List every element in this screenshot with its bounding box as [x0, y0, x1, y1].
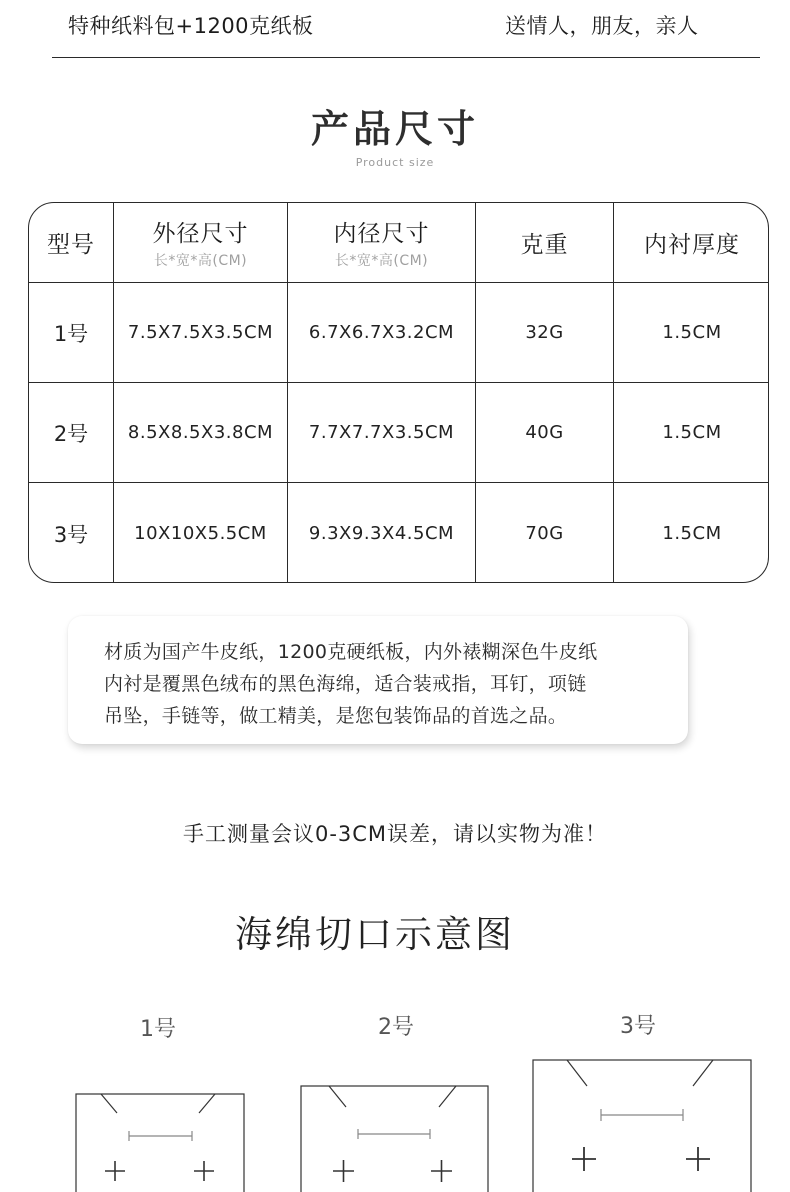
table-cell-lining: 1.5CM [662, 523, 722, 544]
diagram-title: 海绵切口示意图 [235, 913, 515, 956]
table-header-cell [614, 203, 769, 282]
header-outer-size-unit: 长*宽*高(CM) [153, 253, 248, 269]
description-line: 材质为国产牛皮纸，1200克硬纸板，内外裱糊深色牛皮纸 [104, 641, 598, 663]
diagram-label-size-2: 2号 [378, 1015, 414, 1040]
section-subtitle: Product size [355, 156, 435, 169]
table-cell-weight: 40G [525, 422, 564, 443]
description-line: 吊坠，手链等，做工精美，是您包装饰品的首选之品。 [104, 705, 568, 727]
table-cell-model: 2号 [53, 421, 89, 446]
spec-table [28, 202, 769, 583]
header-divider [52, 57, 760, 58]
diagram-label-size-1: 1号 [140, 1017, 176, 1042]
header-inner-size-unit: 长*宽*高(CM) [334, 253, 429, 269]
description-card [68, 616, 688, 744]
section-title: 产品尺寸 [310, 107, 479, 151]
table-cell-inner-size: 6.7X6.7X3.2CM [308, 322, 455, 343]
sponge-cut-diagram [0, 1040, 790, 1192]
table-header-cell [288, 203, 475, 282]
table-header-cell [476, 203, 613, 282]
sponge-box-1 [76, 1094, 244, 1192]
sponge-box-2 [301, 1086, 488, 1192]
table-cell-lining: 1.5CM [662, 422, 722, 443]
header-left-text: 特种纸料包+1200克纸板 [68, 14, 314, 38]
table-cell-weight: 32G [525, 322, 564, 343]
sponge-box-3 [533, 1060, 751, 1192]
table-cell-outer-size: 10X10X5.5CM [134, 523, 267, 544]
table-header-cell [114, 203, 287, 282]
table-header-cell [29, 203, 113, 282]
table-cell-outer-size: 8.5X8.5X3.8CM [127, 422, 274, 443]
table-cell-inner-size: 7.7X7.7X3.5CM [308, 422, 455, 443]
table-cell-outer-size: 7.5X7.5X3.5CM [127, 322, 274, 343]
header-outer-size: 外径尺寸 [152, 221, 249, 247]
table-cell-lining: 1.5CM [662, 322, 722, 343]
header-weight: 克重 [520, 232, 569, 258]
diagram-label-size-3: 3号 [620, 1014, 656, 1039]
table-cell-model: 3号 [53, 522, 89, 547]
header-model: 型号 [47, 232, 95, 258]
header-inner-size: 内径尺寸 [333, 221, 430, 247]
table-cell-model: 1号 [53, 321, 89, 346]
header-lining-thickness: 内衬厚度 [644, 232, 740, 258]
table-cell-inner-size: 9.3X9.3X4.5CM [308, 523, 455, 544]
measurement-note: 手工测量会议0-3CM误差，请以实物为准！ [182, 822, 608, 846]
header-right-text: 送情人，朋友，亲人 [505, 14, 699, 38]
table-cell-weight: 70G [525, 523, 564, 544]
description-line: 内衬是覆黑色绒布的黑色海绵，适合装戒指，耳钉，项链 [104, 673, 587, 695]
